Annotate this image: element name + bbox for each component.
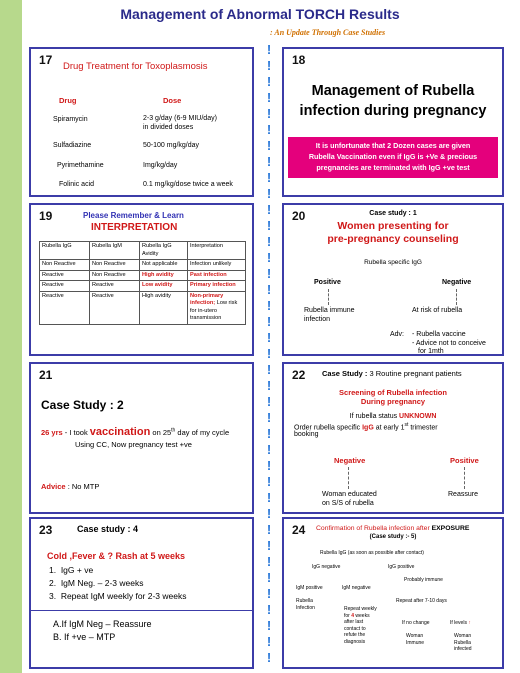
table-cell: Past infection: [188, 270, 246, 281]
exclamation-icon: !: [266, 250, 272, 265]
exclamation-icon: !: [266, 554, 272, 569]
table-cell: Reactive: [40, 270, 90, 281]
panel-number: 17: [39, 53, 53, 67]
table-cell: Non Reactive: [40, 260, 90, 271]
case-history-line2: Using CC, Now pregnancy test +ve: [75, 440, 192, 449]
exclamation-icon: !: [266, 378, 272, 393]
history-text: - I took: [62, 428, 90, 437]
banner-line: It is unfortunate that 2 Dozen cases are given: [315, 141, 471, 150]
test-label: Rubella specific IgG: [364, 259, 422, 266]
order-text: at early 1: [373, 424, 405, 432]
repeat-line: refute the: [344, 632, 366, 639]
table-cell: Reactive: [40, 291, 90, 324]
panel-number: 21: [39, 368, 53, 382]
table-row: [40, 270, 246, 281]
flow-line: [464, 467, 465, 489]
repeat-weeks-number: 4: [351, 612, 355, 619]
advice-item: - Advice not to conceive: [412, 340, 486, 347]
table-header-cell: Rubella IgG Avidity: [140, 242, 188, 260]
repeat-line: after last: [344, 619, 364, 626]
rubella-infection: Rubella: [296, 598, 313, 604]
exclamation-icon: !: [266, 154, 272, 169]
interpretation-table: [39, 241, 246, 325]
list-item-text: IgM Neg. – 2-3 weeks: [60, 578, 144, 588]
advice-text: : No MTP: [65, 482, 100, 491]
table-row: [40, 281, 246, 292]
exclamation-icon: !: [266, 634, 272, 649]
table-row: [40, 260, 246, 271]
flow-line: [456, 289, 457, 305]
test-label: Rubella IgG (as soon as possible after contact): [320, 550, 424, 556]
table-header-row: [40, 242, 246, 260]
panel-title-line1: Women presenting for: [337, 220, 449, 232]
repeat-text: weeks: [354, 612, 370, 619]
left-accent-bar: [0, 0, 22, 673]
result-negative: Negative: [334, 456, 366, 465]
interpretation-note: Low risk for in-utero transmission: [190, 300, 238, 322]
list-item: 3. Repeat IgM weekly for 2-3 weeks: [49, 591, 187, 601]
table-cell: Not applicable: [140, 260, 188, 271]
case-label: Case Study : 2: [41, 398, 124, 412]
panel-17-toxoplasmosis-drugs: [29, 47, 254, 197]
panel-20-case-study-1: [282, 203, 504, 356]
exclamation-icon: !: [266, 426, 272, 441]
panel-22-case-study-3: [282, 362, 504, 514]
negative-outcome: At risk of rubella: [412, 307, 463, 314]
table-cell: Reactive: [90, 291, 140, 324]
case-label-rest: 3 Routine pregnant patients: [369, 369, 462, 378]
result-positive: Positive: [450, 456, 479, 465]
repeat-text: for: [344, 612, 352, 619]
page-subtitle: : An Update Through Case Studies: [270, 28, 386, 37]
panel-title-line1: Screening of Rubella infection: [339, 388, 447, 397]
positive-outcome: Rubella immune: [304, 307, 355, 314]
exclamation-icon: !: [266, 266, 272, 281]
table-cell: Non Reactive: [90, 260, 140, 271]
panel-21-case-study-2: [29, 362, 254, 514]
exclamation-icon: !: [266, 474, 272, 489]
superscript: st: [404, 422, 409, 428]
case-label: Case study : 4: [77, 524, 139, 534]
exclamation-icon: !: [266, 58, 272, 73]
negative-outcome: on S/S of rubella: [322, 500, 374, 507]
arrow-up-icon: ↑: [468, 620, 471, 626]
rubella-infection: Infection: [296, 605, 315, 611]
status-unknown: UNKNOWN: [399, 413, 437, 420]
if-levels-rise: [450, 620, 471, 626]
exclamation-icon: !: [266, 362, 272, 377]
panel-number: 18: [292, 53, 306, 67]
panel-title: Drug Treatment for Toxoplasmosis: [63, 61, 208, 72]
case-label: (Case study :- 5): [369, 534, 417, 540]
table-row: [40, 291, 246, 324]
exclamation-icon: !: [266, 90, 272, 105]
table-cell: High avidity: [140, 270, 188, 281]
exclamation-icon: !: [266, 394, 272, 409]
outcome-line: Woman: [454, 633, 472, 639]
interpretation-emphasis: Non-primary infection;: [190, 292, 224, 307]
vaccination-word: vaccination: [89, 426, 151, 438]
case-label: [322, 369, 462, 378]
exclamation-icon: !: [266, 506, 272, 521]
exclamation-icon: !: [266, 346, 272, 361]
exclamation-icon: !: [266, 186, 272, 201]
exclamation-icon: !: [266, 522, 272, 537]
order-line: [294, 422, 438, 431]
repeat-line: Repeat weekly: [344, 606, 377, 612]
igg-negative: IgG negative: [312, 564, 341, 570]
table-cell: Reactive: [90, 281, 140, 292]
repeat-line: [344, 613, 377, 620]
drug-dose: 2-3 g/day (6-9 MIU/day): [143, 115, 217, 122]
probably-immune: Probably immune: [404, 577, 443, 583]
panel-number: 22: [292, 368, 306, 382]
igg-positive: IgG positive: [388, 564, 415, 570]
outcome-line: Immune: [406, 639, 425, 646]
drug-dose-note: in divided doses: [143, 124, 194, 131]
warning-banner: [288, 137, 498, 178]
advice-label: Advice: [41, 482, 66, 491]
patient-age: 26 yrs: [41, 428, 63, 437]
table-header-cell: Rubella IgG: [40, 242, 90, 260]
outcome-line: Woman: [406, 633, 424, 639]
panel-number: 24: [292, 523, 306, 537]
divider: [31, 610, 254, 611]
exclamation-icon: !: [266, 618, 272, 633]
result-negative: Negative: [442, 279, 472, 286]
order-text: trimester: [408, 424, 438, 432]
outcome-b: B. If +ve – MTP: [53, 632, 116, 642]
positive-outcome: Reassure: [448, 491, 478, 498]
status-line: [284, 413, 502, 420]
booking-text: booking: [294, 431, 319, 438]
outcome-a: A.If IgM Neg – Reassure: [53, 619, 152, 629]
exclamation-icon: !: [266, 122, 272, 137]
panel-24-exposure-confirmation: [282, 517, 504, 669]
flow-line: [328, 289, 329, 305]
list-item-text: IgG + ve: [60, 565, 94, 575]
advice-item: for 1mth: [418, 348, 444, 355]
outcome-line: infected: [454, 646, 472, 653]
drug-dose: Img/kg/day: [143, 162, 178, 169]
woman-rubella-infected: [454, 633, 472, 653]
table-cell: Low avidity: [140, 281, 188, 292]
drug-dose: 50-100 mg/kg/day: [143, 142, 200, 149]
repeat-line: contact to: [344, 625, 366, 632]
drug-dose: 0.1 mg/kg/dose twice a week: [143, 181, 233, 188]
exclamation-icon: !: [266, 138, 272, 153]
drug-name: Pyrimethamine: [57, 162, 104, 169]
panel-title-bold: EXPOSURE: [431, 525, 470, 532]
exclamation-icon: !: [266, 234, 272, 249]
advice: [41, 482, 99, 491]
result-positive: Positive: [314, 279, 341, 286]
table-header-cell: Rubella IgM: [90, 242, 140, 260]
panel-number: 20: [292, 209, 306, 223]
exclamation-icon: !: [266, 458, 272, 473]
exclamation-icon: !: [266, 202, 272, 217]
status-text: If rubella status: [349, 413, 400, 420]
if-no-change: If no change: [402, 620, 430, 626]
if-levels-text: If levels: [450, 620, 469, 626]
table-cell: Primary infection: [188, 281, 246, 292]
panel-title-text: Confirmation of Rubella infection after: [316, 525, 432, 532]
case-label-bold: Case Study :: [322, 369, 370, 378]
exclamation-icon: !: [266, 314, 272, 329]
case-label: Case study : 1: [369, 210, 417, 217]
list-item: 1. IgG + ve: [49, 565, 94, 575]
page-title: Management of Abnormal TORCH Results: [120, 6, 400, 22]
table-header-cell: Interpretation: [188, 242, 246, 260]
woman-immune: [406, 633, 424, 646]
panel-title-line2: pre-pregnancy counseling: [327, 233, 459, 245]
drug-name: Spiramycin: [53, 116, 88, 123]
exclamation-icon: !: [266, 602, 272, 617]
exclamation-icon: !: [266, 650, 272, 665]
history-text: day of my cycle: [175, 428, 230, 437]
exclamation-icon: !: [266, 442, 272, 457]
exclamation-icon: !: [266, 538, 272, 553]
exclamation-icon: !: [266, 170, 272, 185]
list-item-text: Repeat IgM weekly for 2-3 weeks: [60, 591, 187, 601]
exclamation-icon: !: [266, 410, 272, 425]
panel-title-line2: infection during pregnancy: [299, 103, 487, 119]
drug-name: Sulfadiazine: [53, 142, 92, 149]
igm-positive: IgM positive: [296, 585, 323, 591]
exclamation-icon: !: [266, 218, 272, 233]
repeat-line: diagnosis: [344, 638, 366, 645]
panel-title-line1: Please Remember & Learn: [83, 211, 184, 220]
panel-title-line1: Management of Rubella: [311, 83, 475, 99]
column-header-dose: Dose: [163, 96, 182, 105]
banner-line: Rubella Vaccination even if IgG is +Ve & precious: [308, 152, 478, 161]
panel-23-case-study-4: [29, 517, 254, 669]
exclamation-icon: !: [266, 282, 272, 297]
exclamation-icon: !: [266, 570, 272, 585]
panel-19-interpretation: [29, 203, 254, 356]
symptom-line: Cold ,Fever & ? Rash at 5 weeks: [47, 551, 186, 561]
exclamation-icon: !: [266, 298, 272, 313]
superscript: th: [171, 427, 176, 434]
exclamation-icon: !: [266, 106, 272, 121]
step-list: [49, 564, 186, 603]
exclamation-icon: !: [266, 42, 272, 57]
drug-name: Folinic acid: [59, 181, 95, 188]
order-text: Order rubella specific: [294, 424, 363, 432]
repeat-weekly-block: [344, 606, 377, 646]
history-text: on 25: [150, 428, 172, 437]
repeat-after: Repeat after 7-10 days: [396, 598, 447, 604]
table-cell: Reactive: [40, 281, 90, 292]
table-cell: [188, 291, 246, 324]
table-cell: Non Reactive: [90, 270, 140, 281]
negative-outcome: Woman educated: [322, 491, 377, 498]
outcome-line: Rubella: [454, 639, 471, 646]
exclamation-icon: !: [266, 490, 272, 505]
panel-title-line2: During pregnancy: [360, 397, 426, 406]
exclamation-icon: !: [266, 330, 272, 345]
exclamation-icon: !: [266, 586, 272, 601]
igm-negative: IgM negative: [342, 585, 371, 591]
panel-number: 19: [39, 209, 53, 223]
list-item: 2. IgM Neg. – 2-3 weeks: [49, 578, 144, 588]
table-cell: High avidity: [140, 291, 188, 324]
panel-number: 23: [39, 523, 53, 537]
positive-outcome: infection: [304, 316, 331, 323]
panel-title: [316, 525, 469, 532]
advice-label: Adv:: [390, 331, 405, 338]
exclamation-icon: !: [266, 74, 272, 89]
advice-item: - Rubella vaccine: [412, 331, 466, 338]
case-history: [41, 426, 229, 438]
order-igg: IgG: [362, 424, 374, 432]
column-header-drug: Drug: [59, 96, 77, 105]
banner-line: pregnancies are terminated with IgG +ve test: [316, 163, 470, 172]
flow-line: [348, 467, 349, 489]
panel-18-rubella-management: [282, 47, 504, 197]
panel-title-line2: INTERPRETATION: [91, 222, 178, 233]
table-cell: Infection unlikely: [188, 260, 246, 271]
